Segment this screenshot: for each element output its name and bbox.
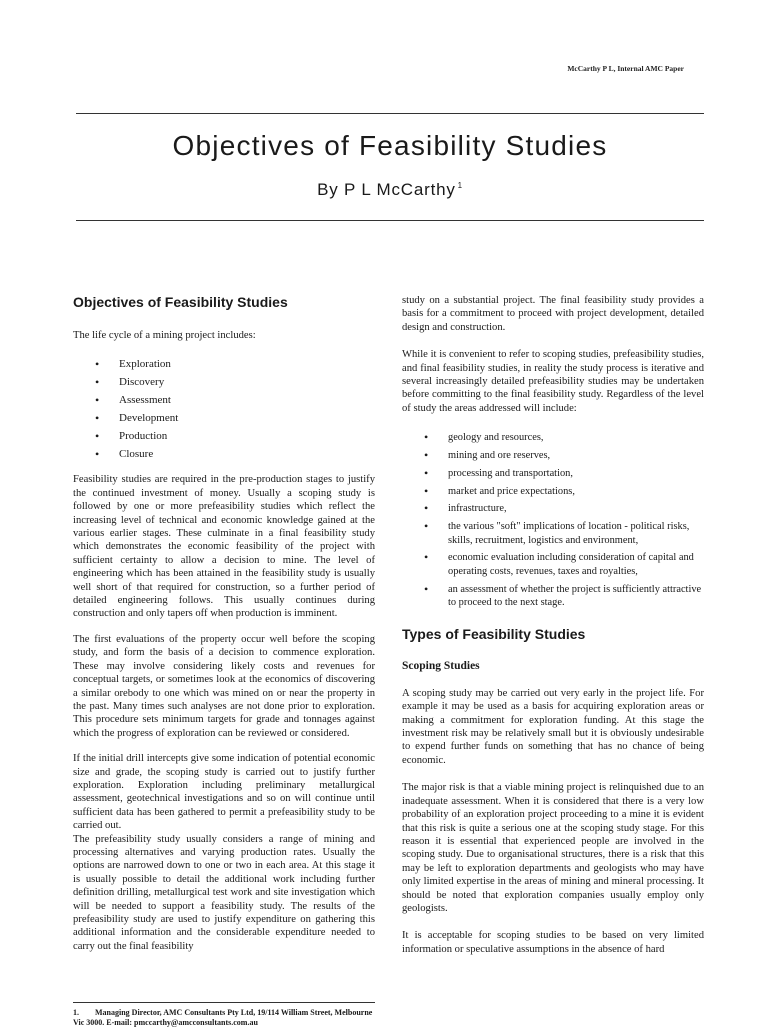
lifecycle-list bbox=[73, 358, 375, 461]
list-item: • an assessment of whether the project is sufficiently attractive to proceed to the next stage. bbox=[424, 581, 702, 609]
paragraph: If the initial drill intercepts give some indication of potential economic size and grade, the scoping study is carried out to justify further exploration. Exploration including preliminary metallurgical assessment, geotechnical investigations and so on will continue until sufficient data has been gathered to permit a prefeasibility study to be carried out. bbox=[73, 753, 375, 832]
list-item: • processing and transportation, bbox=[424, 465, 573, 480]
paragraph: The prefeasibility study usually considers a range of mining and processing alternatives and varying production rates. Usually the options are narrowed down to one or two in each area. At this stage it is usually possible to detail the additional work including further definition drilling, metallurgical test work and site investigation which will be needed to support a feasibility study. The results of the prefeasibility study are used to justify expenditure on gathering this additional information and the considerable expenditure needed to carry out the final feasibility bbox=[73, 833, 375, 952]
footnote-number: 1. bbox=[73, 1008, 79, 1017]
areas-list bbox=[402, 431, 704, 609]
author-byline bbox=[76, 180, 704, 200]
list-item: • mining and ore reserves, bbox=[424, 448, 551, 463]
list-item: • Closure bbox=[95, 447, 154, 462]
left-column bbox=[73, 294, 375, 953]
running-header: McCarthy P L, Internal AMC Paper bbox=[567, 64, 684, 73]
list-item: • Assessment bbox=[95, 393, 171, 408]
author-name: By P L McCarthy bbox=[317, 180, 456, 199]
bullet-icon: • bbox=[424, 519, 429, 534]
page-title: Objectives of Feasibility Studies bbox=[172, 130, 608, 161]
paragraph: It is acceptable for scoping studies to be based on very limited information or speculative assumptions in the absence of hard bbox=[402, 930, 704, 955]
list-item: • Development bbox=[95, 411, 179, 426]
bullet-icon: • bbox=[424, 501, 429, 516]
footnote-rule bbox=[73, 1002, 375, 1003]
bullet-icon: • bbox=[95, 411, 100, 426]
bullet-icon: • bbox=[424, 448, 429, 463]
list-item: • Discovery bbox=[95, 375, 165, 390]
list-item: • the various "soft" implications of location - political risks, skills, recruitment, logistics and environment, bbox=[424, 519, 690, 546]
paragraph: The major risk is that a viable mining project is relinquished due to an inadequate assessment. When it is considered that there is a very low probability of an exploration project proceeding to a mine it is evident that this risk is quite a serious one at the scoping study stage. For this reason it is essential that experienced people are involved in the scoping study. Due to organisational structures, there is a risk that this may be left to exploration departments and geologists who may have only limited expertise in the areas of mining and mineral processing. It should be noted that exploration companies usually employ only geologists. bbox=[402, 782, 704, 914]
subheading-scoping: Scoping Studies bbox=[402, 659, 480, 672]
bullet-icon: • bbox=[95, 429, 100, 444]
footnote bbox=[73, 1008, 375, 1028]
bullet-icon: • bbox=[95, 357, 100, 372]
bullet-icon: • bbox=[424, 483, 429, 498]
right-column bbox=[402, 294, 704, 956]
bullet-icon: • bbox=[424, 581, 429, 596]
list-item: • geology and resources, bbox=[424, 430, 544, 445]
paragraph: While it is convenient to refer to scoping studies, prefeasibility studies, and final feasibility studies, in reality the study process is iterative and several increasingly detailed prefeasibility studies may be undertaken before committing to the final feasibility study. Regardless of the level of study the areas addressed will include: bbox=[402, 349, 704, 414]
footnote-text: Managing Director, AMC Consultants Pty Ltd, 19/114 William Street, Melbourne Vic 3000. E-mail: pmccarthy@amcconsultants.com.au bbox=[73, 1008, 373, 1027]
list-item: • Exploration bbox=[95, 357, 171, 372]
section-heading-objectives: Objectives of Feasibility Studies bbox=[73, 294, 288, 310]
lifecycle-intro: The life cycle of a mining project includes: bbox=[73, 330, 256, 341]
bullet-icon: • bbox=[424, 430, 429, 445]
bullet-icon: • bbox=[95, 393, 100, 408]
footnote-mark: 1 bbox=[457, 181, 463, 191]
title-top-rule bbox=[76, 113, 704, 114]
paragraph: Feasibility studies are required in the pre-production stages to justify the continued investment of money. Usually a scoping study is followed by one or more prefeasibility studies which reflect the increasing level of technical and economic knowledge gained at the various earlier stages. These culminate in a final feasibility study which demonstrates the economic feasibility of the project with sufficient certainty to allow a decision to mine. The level of engineering which has been attained in the feasibility study is usually well short of that required for construction, so a further period of detailed engineering follows. This usually continues during construction and only tapers off when production is imminent. bbox=[73, 474, 375, 620]
bullet-icon: • bbox=[424, 550, 429, 565]
bullet-icon: • bbox=[424, 465, 429, 480]
bullet-icon: • bbox=[95, 375, 100, 390]
list-item: • Production bbox=[95, 429, 168, 444]
paragraph: study on a substantial project. The final feasibility study provides a basis for a commitment to proceed with project development, detailed design and construction. bbox=[402, 295, 704, 333]
list-item: • infrastructure, bbox=[424, 501, 507, 516]
paragraph: A scoping study may be carried out very early in the project life. For example it may be used as a basis for acquiring exploration areas or making a commitment for exploration funding. At this stage the investment risk may be relatively small but it is obviously undesirable to expend further funds on something that has no chance of being economic. bbox=[402, 687, 704, 766]
list-item: • economic evaluation including consideration of capital and operating costs, revenues, taxes and royalties, bbox=[424, 550, 694, 577]
section-heading-types: Types of Feasibility Studies bbox=[402, 625, 586, 642]
title-bottom-rule bbox=[76, 220, 704, 221]
list-item: • market and price expectations, bbox=[424, 483, 575, 498]
bullet-icon: • bbox=[95, 447, 100, 462]
paragraph: The first evaluations of the property occur well before the scoping study, and form the basis of a decision to commence exploration. These may involve considering likely costs and revenues for conceptual targets, or sometimes look at the economics of discovering a similar orebody to one which was mined on or near the property in the past. Many times such analyses are not done prior to exploration. This procedure sets minimum targets for grade and tonnages against which the progress of exploration can be reviewed or considered. bbox=[73, 633, 375, 739]
